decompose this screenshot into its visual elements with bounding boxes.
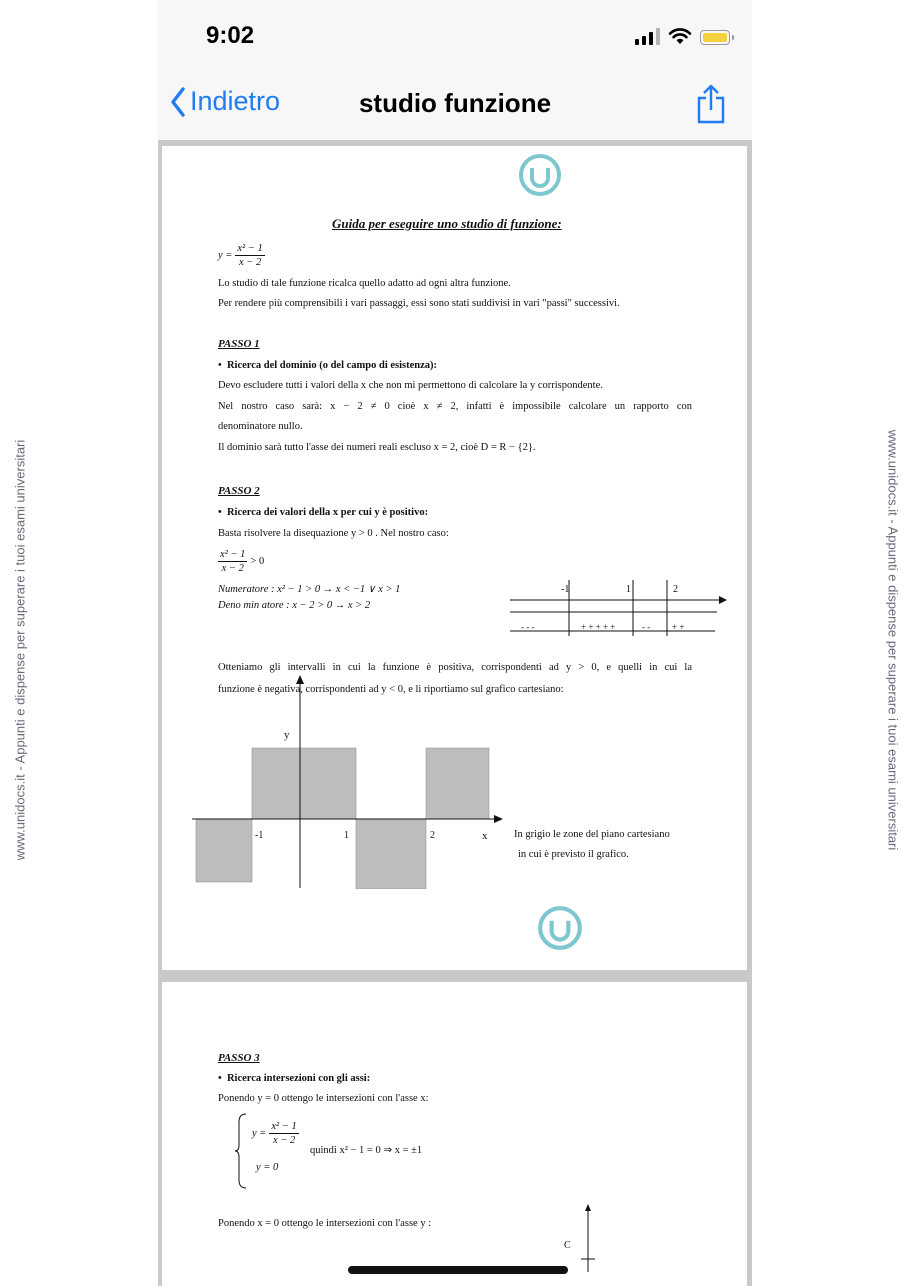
passo-2-heading: PASSO 2	[218, 485, 260, 497]
sign-label-1: 1	[626, 584, 631, 595]
passo-3-line-2: Ponendo x = 0 ottengo le intersezioni con l'asse y :	[218, 1218, 432, 1229]
ineq-numerator: x² − 1	[220, 549, 246, 560]
unidocs-logo-icon	[517, 152, 563, 198]
sign-chart	[507, 578, 732, 640]
graph-tick-m1: -1	[255, 830, 264, 841]
document-page-1	[162, 146, 747, 970]
document-page-2	[162, 982, 747, 1286]
graph-tick-2: 2	[430, 830, 435, 841]
passo-2-line-2: Otteniamo gli intervalli in cui la funzione è positiva, corrispondenti ad y > 0, e quelli in cui la	[218, 662, 692, 673]
signal-icon	[635, 27, 660, 45]
passo-3-bullet: • Ricerca intersezioni con gli assi:	[218, 1073, 371, 1084]
func-denominator: x − 2	[238, 257, 262, 268]
passo-1-heading: PASSO 1	[218, 338, 260, 350]
numeratore-line: Numeratore : x² − 1 > 0 → x < −1 ∨ x > 1	[218, 584, 401, 595]
denominatore-line: Deno min atore : x − 2 > 0 → x > 2	[218, 600, 371, 611]
unidocs-logo-icon	[536, 904, 584, 952]
page-title: studio funzione	[358, 88, 552, 118]
share-icon	[696, 84, 726, 124]
func-numerator: x² − 1	[237, 243, 263, 254]
intro-line-2: Per rendere più comprensibili i vari passaggi, essi sono stati suddivisi in vari "passi" successivi.	[218, 298, 620, 309]
sign-label-m1: -1	[561, 584, 570, 595]
battery-icon	[700, 30, 730, 45]
doc-title: Guida per eseguire uno studio di funzione:	[332, 216, 562, 231]
passo-2-line-1: Basta risolvere la disequazione y > 0 . Nel nostro caso:	[218, 528, 449, 539]
quindi-line: quindi x² − 1 = 0 ⇒ x = ±1	[310, 1145, 423, 1156]
cartesian-graph	[192, 674, 512, 889]
home-indicator[interactable]	[348, 1266, 568, 1274]
sys-y: y =	[252, 1128, 267, 1139]
point-c-label: C	[564, 1240, 571, 1251]
system-brace	[234, 1112, 248, 1190]
passo-2-inequality	[218, 548, 264, 575]
share-button[interactable]	[696, 84, 726, 129]
passo-3-heading: PASSO 3	[218, 1052, 260, 1064]
ineq-denominator: x − 2	[221, 563, 244, 574]
sys-denominator: x − 2	[272, 1135, 296, 1146]
y-axis-sketch	[562, 1202, 622, 1272]
sign-pos-2: + +	[672, 622, 685, 632]
func-y: y =	[218, 250, 233, 261]
passo-1-line-2: Nel nostro caso sarà: x − 2 ≠ 0 cioè x ≠ 2, infatti è impossibile calcolare un rapporto con	[218, 401, 692, 412]
passo-2-line-3: funzione è negativa, corrispondenti ad y < 0, e li riportiamo sul grafico cartesiano:	[218, 684, 564, 695]
sys-numerator: x² − 1	[271, 1121, 297, 1132]
passo-3-bullet-text: Ricerca intersezioni con gli assi:	[226, 1073, 371, 1084]
system-equation-1	[252, 1120, 299, 1147]
ineq-rhs: > 0	[250, 556, 265, 567]
passo-1-line-1: Devo escludere tutti i valori della x che non mi permettono di calcolare la y corrispondente.	[218, 380, 603, 391]
graph-note-1: In grigio le zone del piano cartesiano	[514, 829, 670, 840]
passo-2-bullet: • Ricerca dei valori della x per cui y è positivo:	[218, 507, 429, 518]
left-side-watermark: www.unidocs.it - Appunti e dispense per superare i tuoi esami universitari	[12, 439, 28, 861]
system-equation-2: y = 0	[256, 1162, 279, 1173]
navigation-bar	[158, 62, 752, 141]
graph-x-label: x	[482, 830, 488, 842]
status-bar	[158, 0, 752, 62]
graph-tick-1: 1	[344, 830, 349, 841]
back-label: Indietro	[190, 86, 281, 116]
graph-note-2: in cui è previsto il grafico.	[518, 849, 629, 860]
wifi-icon	[668, 27, 692, 45]
status-time: 9:02	[206, 22, 255, 49]
sign-neg-2: - -	[642, 622, 651, 632]
passo-1-bullet: • Ricerca del dominio (o del campo di esistenza):	[218, 360, 438, 371]
right-side-watermark: www.unidocs.it - Appunti e dispense per superare i tuoi esami universitari	[885, 429, 901, 851]
passo-2-bullet-text: Ricerca dei valori della x per cui y è positivo:	[226, 507, 429, 518]
passo-3-line-1: Ponendo y = 0 ottengo le intersezioni con l'asse x:	[218, 1093, 429, 1104]
intro-line-1: Lo studio di tale funzione ricalca quello adatto ad ogni altra funzione.	[218, 278, 511, 289]
passo-1-line-4: Il dominio sarà tutto l'asse dei numeri reali escluso x = 2, cioè D = R − {2}.	[218, 442, 536, 453]
graph-y-label: y	[284, 729, 290, 741]
sign-label-2: 2	[673, 584, 678, 595]
status-icons	[635, 27, 730, 45]
passo-1-bullet-text: Ricerca del dominio (o del campo di esistenza):	[226, 360, 438, 371]
sign-neg-1: - - -	[521, 622, 535, 632]
passo-1-line-3: denominatore nullo.	[218, 421, 303, 432]
sign-pos-1: + + + + +	[581, 622, 616, 632]
phone-screen	[158, 0, 752, 1286]
function-definition	[218, 242, 265, 269]
